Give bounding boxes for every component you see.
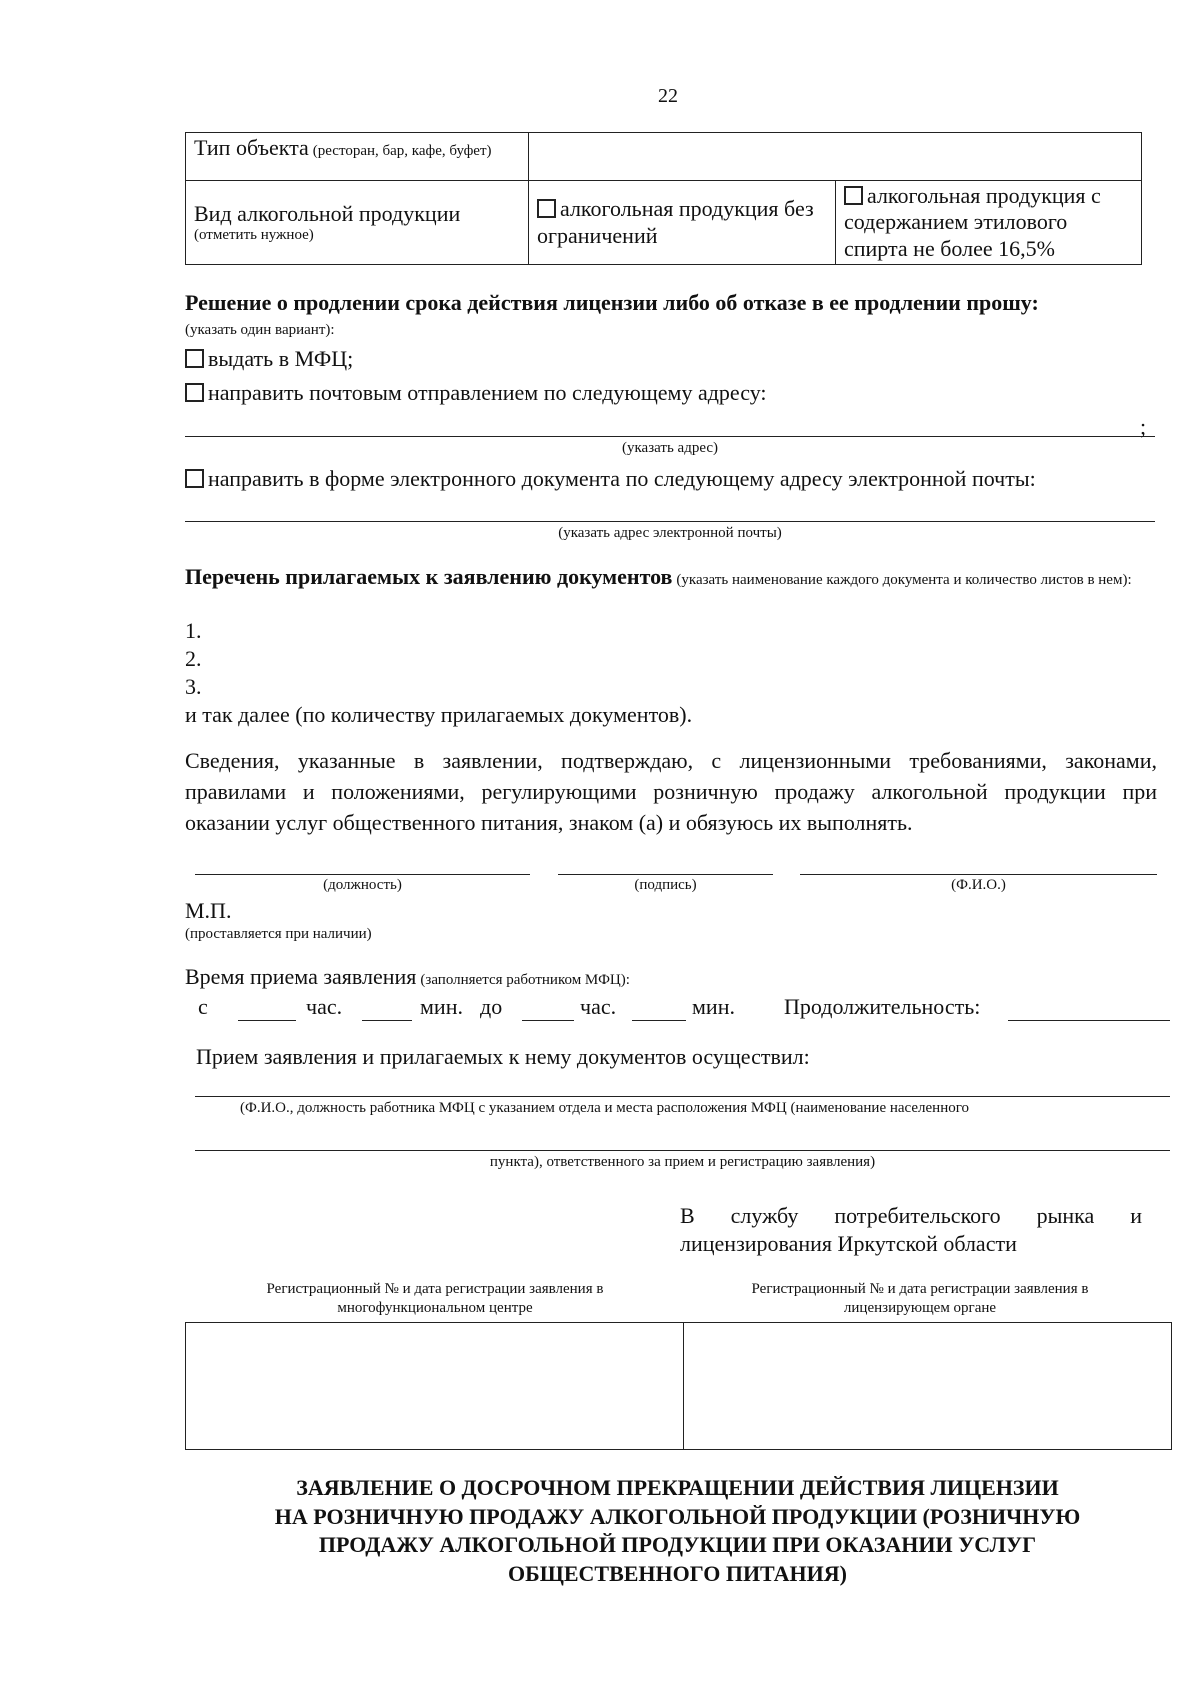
attachment-item-1: 1. [185,618,202,643]
signature-caption: (подпись) [634,877,697,893]
position-line[interactable] [195,874,530,875]
hours-from-field[interactable] [238,1020,296,1021]
decision-heading: Решение о продлении срока действия лицензии либо об отказе в ее продлении прошу: [185,290,1039,315]
object-type-hint: (ресторан, бар, кафе, буфет) [312,143,492,159]
address-caption: (указать адрес) [621,440,719,456]
reception-time-heading [185,964,630,990]
decision-option-email[interactable] [185,466,1036,492]
address-line[interactable] [185,436,1155,437]
attachments-heading-block [185,564,1160,592]
alcohol-kind-cell [186,181,529,265]
addressee-line-2: лицензирования Иркутской области [680,1230,1017,1256]
decision-option-post[interactable] [185,380,767,406]
option-mfc-label: выдать в МФЦ; [208,346,354,371]
registration-mfc-cell[interactable] [186,1323,683,1449]
page-number: 22 [658,85,678,107]
checkbox-mfc[interactable] [185,349,204,368]
email-line[interactable] [185,521,1155,522]
fio-caption: (Ф.И.О.) [951,877,1006,893]
alcohol-kind-label: Вид алкогольной продукции [194,200,461,226]
email-caption: (указать адрес электронной почты) [558,525,782,541]
acceptor-line-1[interactable] [195,1096,1170,1097]
duration-label: Продолжительность: [784,994,981,1019]
checkbox-post[interactable] [185,383,204,402]
hours-to-label: час. [580,994,617,1019]
hours-from-label: час. [306,994,343,1019]
option-limited-label: алкогольная продукция с содержанием этилового спирта не более 16,5% [844,183,1101,261]
addressee-block [680,1202,1142,1257]
title-line-4: ОБЩЕСТВЕННОГО ПИТАНИЯ) [508,1560,847,1586]
registration-org-cell[interactable] [684,1323,1171,1449]
stamp-label: М.П. [185,898,232,923]
acceptor-line-2[interactable] [195,1150,1170,1151]
confirmation-text: Сведения, указанные в заявлении, подтверждаю, с лицензионными требованиями, законами, правилами и положениями, регулирующими розничную продажу алкогольной продукции при оказании услуг общественного питания, знаком (а) и обязуюсь их выполнять. [185,748,1157,835]
registration-table [185,1322,1172,1450]
option-unlimited-label: алкогольная продукция без ограничений [537,196,814,248]
signature-line[interactable] [558,874,773,875]
decision-option-mfc[interactable] [185,346,353,372]
object-type-label: Тип объекта [194,135,309,160]
acceptance-text: Прием заявления и прилагаемых к нему документов осуществил: [196,1044,810,1069]
decision-hint: (указать один вариант): [185,322,335,338]
registration-mfc-header: Регистрационный № и дата регистрации заявления в многофункциональном центре [266,1281,604,1316]
minutes-from-field[interactable] [362,1020,412,1021]
time-to: до [480,994,503,1019]
minutes-to-label: мин. [692,994,735,1019]
hours-to-field[interactable] [522,1020,574,1021]
attachment-item-2: 2. [185,646,202,671]
alcohol-option-limited[interactable] [836,181,1142,265]
reception-time-hint: (заполняется работником МФЦ): [420,972,630,988]
acceptor-caption-1: (Ф.И.О., должность работника МФЦ с указанием отдела и места расположения МФЦ (наименование населенного [240,1100,970,1116]
attachments-hint: (указать наименование каждого документа и количество листов в нем): [676,572,1132,588]
fio-line[interactable] [800,874,1157,875]
time-from: с [198,994,208,1019]
address-end: ; [1140,414,1147,439]
document-title [185,1474,1170,1588]
attachment-item-3: 3. [185,674,202,699]
position-caption: (должность) [323,877,402,893]
stamp-hint: (проставляется при наличии) [185,926,372,942]
title-line-2: НА РОЗНИЧНУЮ ПРОДАЖУ АЛКОГОЛЬНОЙ ПРОДУКЦИИ (РОЗНИЧНУЮ [274,1503,1081,1529]
object-type-cell [186,133,529,181]
registration-org-header: Регистрационный № и дата регистрации заявления в лицензирующем органе [751,1281,1089,1316]
option-post-label: направить почтовым отправлением по следующему адресу: [208,380,767,405]
alcohol-option-unlimited[interactable] [529,181,836,265]
alcohol-kind-hint: (отметить нужное) [194,227,314,244]
checkbox-email[interactable] [185,469,204,488]
option-email-label: направить в форме электронного документа по следующему адресу электронной почты: [208,466,1036,491]
object-type-value[interactable] [529,133,1142,181]
title-line-3: ПРОДАЖУ АЛКОГОЛЬНОЙ ПРОДУКЦИИ ПРИ ОКАЗАНИИ УСЛУГ [318,1532,1037,1558]
minutes-to-field[interactable] [632,1020,686,1021]
checkbox-limited[interactable] [844,186,863,205]
attachments-footer: и так далее (по количеству прилагаемых документов). [185,702,693,727]
checkbox-unlimited[interactable] [537,199,556,218]
attachments-heading: Перечень прилагаемых к заявлению документов [185,564,673,589]
duration-field[interactable] [1008,1020,1170,1021]
acceptor-caption-2: пункта), ответственного за прием и регистрацию заявления) [489,1154,876,1170]
addressee-line-1: В службу потребительского рынка и [680,1203,1142,1228]
object-table [185,132,1142,265]
title-line-1: ЗАЯВЛЕНИЕ О ДОСРОЧНОМ ПРЕКРАЩЕНИИ ДЕЙСТВИЯ ЛИЦЕНЗИИ [296,1475,1059,1500]
reception-time-label: Время приема заявления [185,964,417,989]
minutes-from-label: мин. [420,994,463,1019]
